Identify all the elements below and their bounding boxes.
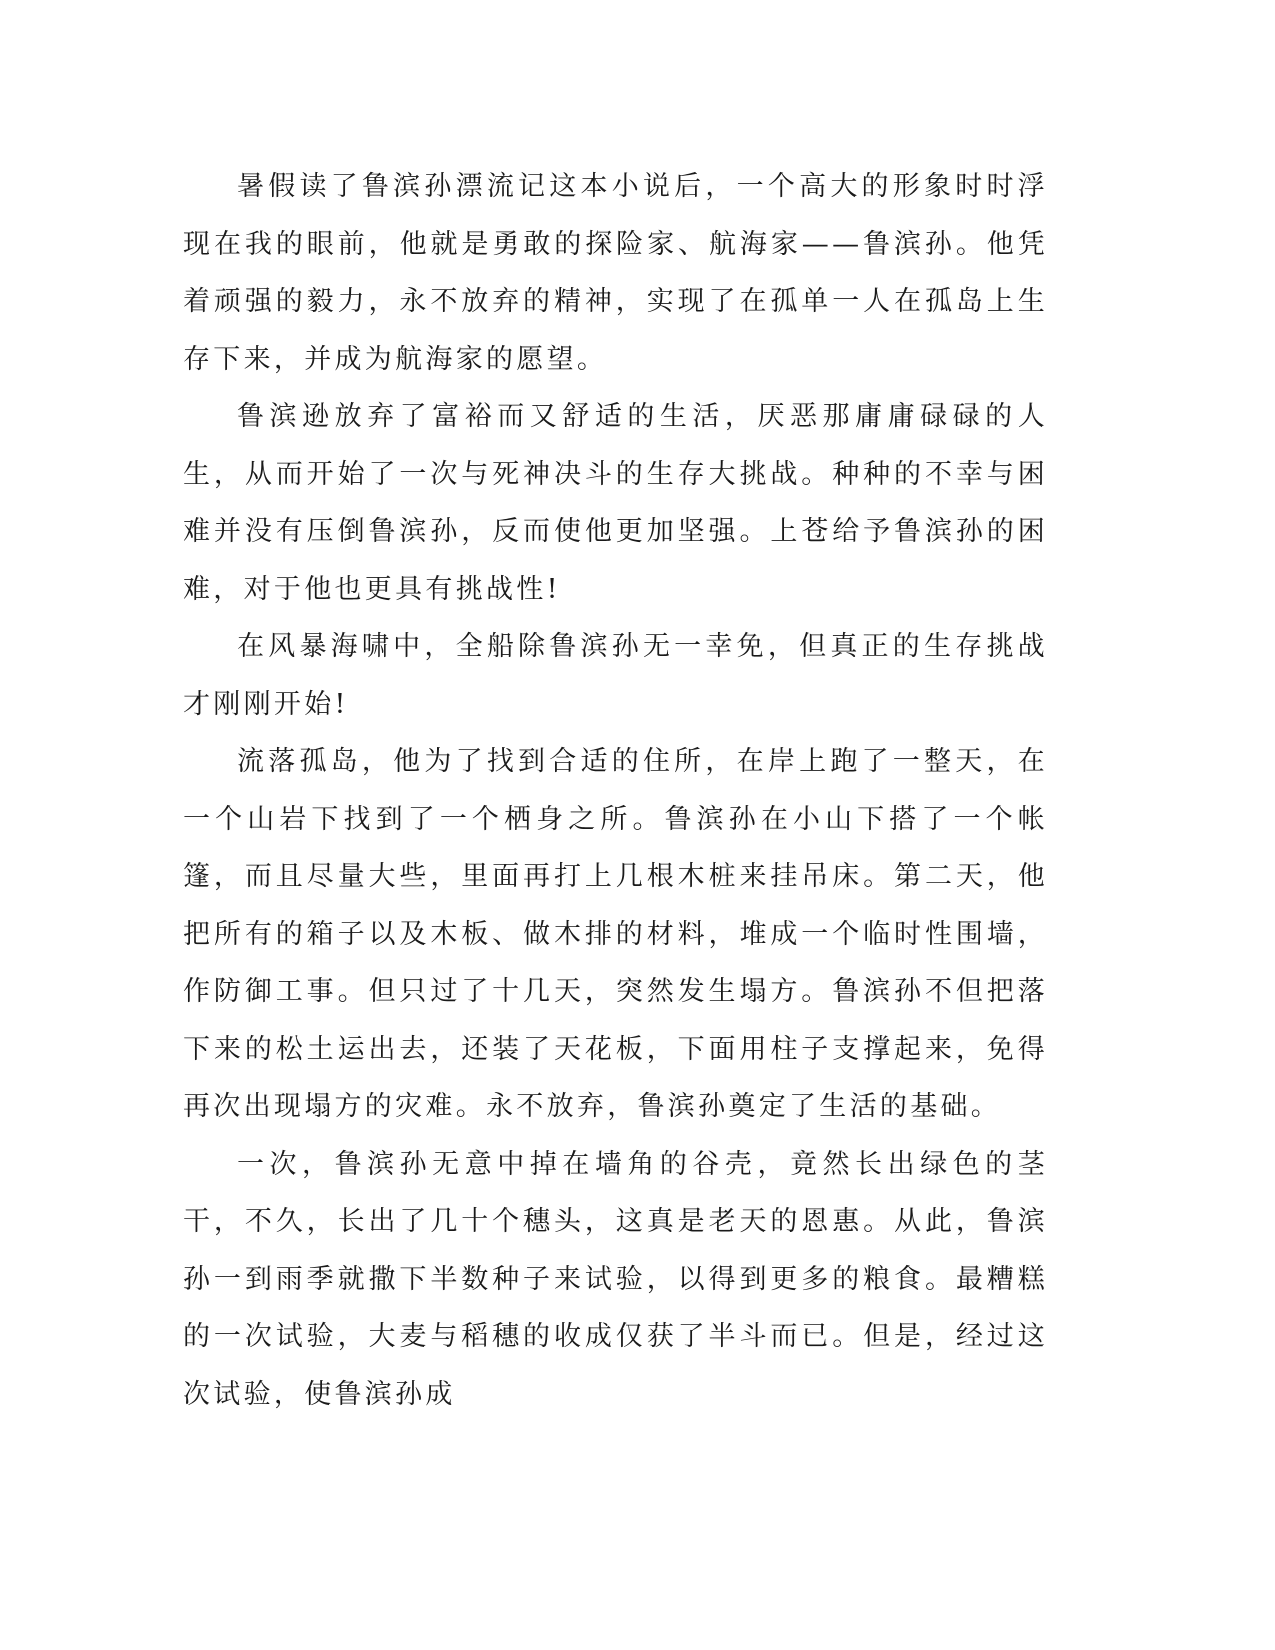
paragraph-3: 在风暴海啸中，全船除鲁滨孙无一幸免，但真正的生存挑战才刚刚开始! <box>183 631 1048 720</box>
paragraph-2: 鲁滨逊放弃了富裕而又舒适的生活，厌恶那庸庸碌碌的人生，从而开始了一次与死神决斗的生存大挑战。种种的不幸与困难并没有压倒鲁滨孙，反而使他更加坚强。上苍给予鲁滨孙的困难，对于他也更具有挑战性! <box>183 401 1048 605</box>
paragraph-1: 暑假读了鲁滨孙漂流记这本小说后，一个高大的形象时时浮现在我的眼前，他就是勇敢的探险家、航海家——鲁滨孙。他凭着顽强的毅力，永不放弃的精神，实现了在孤单一人在孤岛上生存下来，并成为航海家的愿望。 <box>183 171 1048 375</box>
paragraph-4: 流落孤岛，他为了找到合适的住所，在岸上跑了一整天，在一个山岩下找到了一个栖身之所。鲁滨孙在小山下搭了一个帐篷，而且尽量大些，里面再打上几根木桩来挂吊床。第二天，他把所有的箱子以及木板、做木排的材料，堆成一个临时性围墙，作防御工事。但只过了十几天，突然发生塌方。鲁滨孙不但把落下来的松土运出去，还装了天花板，下面用柱子支撑起来，免得再次出现塌方的灾难。永不放弃，鲁滨孙奠定了生活的基础。 <box>183 746 1048 1122</box>
paragraph-5: 一次，鲁滨孙无意中掉在墙角的谷壳，竟然长出绿色的茎干，不久，长出了几十个穗头，这真是老天的恩惠。从此，鲁滨孙一到雨季就撒下半数种子来试验，以得到更多的粮食。最糟糕的一次试验，大麦与稻穗的收成仅获了半斗而已。但是，经过这次试验，使鲁滨孙成 <box>183 1148 1048 1410</box>
body-text <box>183 158 1048 1423</box>
